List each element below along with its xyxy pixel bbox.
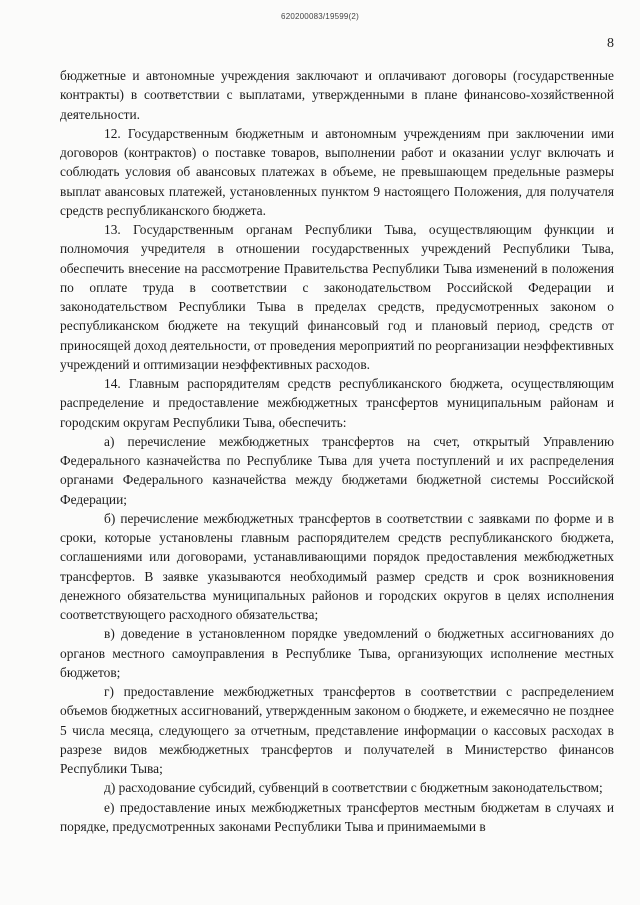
paragraph-item-14: 14. Главным распорядителям средств республиканского бюджета, осуществляющим распределение и предоставление межбюджетных трансфертов муниципальным районам и городским округам Республики Тыва, обеспечить: (60, 376, 614, 430)
document-body (60, 66, 614, 836)
paragraph-continuation: бюджетные и автономные учреждения заключают и оплачивают договоры (государственные контракты) в соответствии с выплатами, утвержденными в плане финансово-хозяйственной деятельности. (60, 68, 614, 122)
subitem-e: е) предоставление иных межбюджетных трансфертов местным бюджетам в случаях и порядке, предусмотренных законами Республики Тыва и принимаемыми в (60, 799, 614, 834)
document-id: 620200083/19599(2) (281, 12, 359, 21)
subitem-d: д) расходование субсидий, субвенций в соответствии с бюджетным законодательством; (104, 780, 603, 796)
subitem-v: в) доведение в установленном порядке уведомлений о бюджетных ассигнованиях до органов местного самоуправления в Республике Тыва, организующих исполнение местных бюджетов; (60, 626, 614, 680)
paragraph-item-13: 13. Государственным органам Республики Тыва, осуществляющим функции и полномочия учредителя в отношении государственных учреждений Республики Тыва, обеспечить внесение на рассмотрение Правительства Республики Тыва изменений в положения по оплате труда в соответствии с законодательством Российской Федерации и законодательством Республики Тыва в пределах средств, предусмотренных законом о республиканском бюджете на текущий финансовый год и плановый период, средств от приносящей доход деятельности, от проведения мероприятий по реорганизации неэффективных учреждений и оптимизации неэффективных расходов. (60, 222, 614, 372)
paragraph-item-12: 12. Государственным бюджетным и автономным учреждениям при заключении ими договоров (контрактов) о поставке товаров, выполнении работ и оказании услуг включать и соблюдать условия об авансовых платежах в объеме, не превышающем предельные размеры выплат авансовых платежей, установленных пунктом 9 настоящего Положения, для получателя средств республиканского бюджета. (60, 125, 614, 218)
subitem-b: б) перечисление межбюджетных трансфертов в соответствии с заявками по форме и в сроки, которые установлены главным распорядителем средств республиканского бюджета, соглашениями или договорами, устанавливающими порядок предоставления межбюджетных трансфертов. В заявке указываются необходимый размер средств и срок возникновения денежного обязательства муниципальных районов и городских округов в целях исполнения соответствующего расходного обязательства; (60, 510, 614, 622)
subitem-a: а) перечисление межбюджетных трансфертов на счет, открытый Управлению Федерального казначейства по Республике Тыва для учета поступлений и их распределения органами Федерального казначейства между бюджетами бюджетной системы Российской Федерации; (60, 433, 614, 507)
page-number: 8 (607, 36, 614, 51)
subitem-g: г) предоставление межбюджетных трансфертов в соответствии с распределением объемов бюджетных ассигнований, утвержденным законом о бюджете, и ежемесячно не позднее 5 числа месяца, следующего за отчетным, представление информации о кассовых расходах в разрезе видов межбюджетных трансфертов и получателей в Министерство финансов Республики Тыва; (60, 684, 614, 776)
